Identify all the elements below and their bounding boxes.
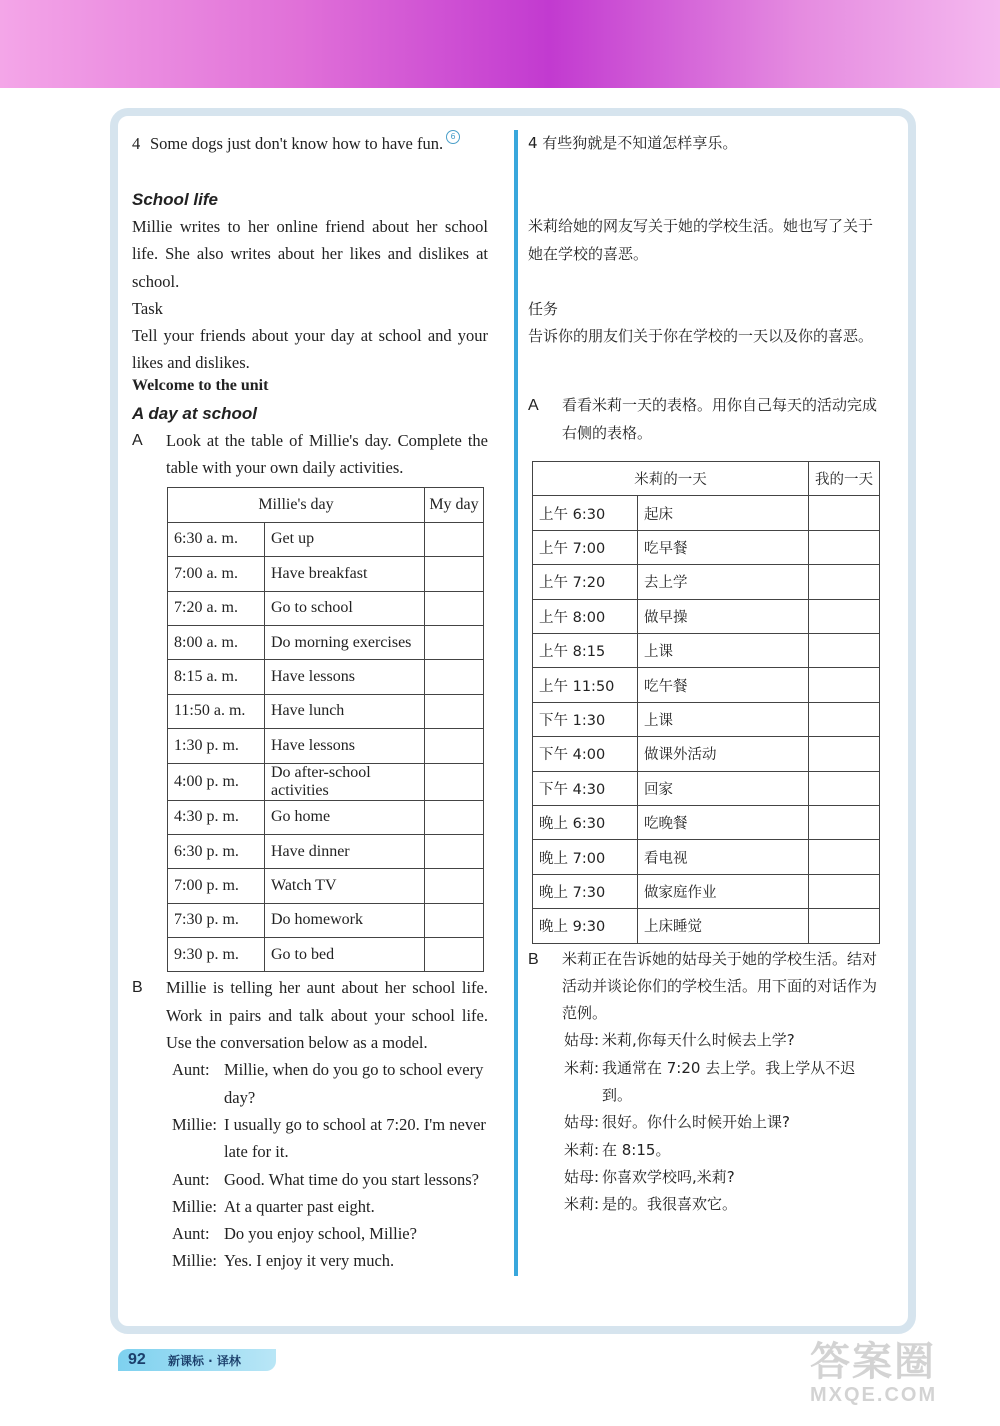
table-row: [533, 702, 880, 736]
my-day-cell: [425, 800, 484, 834]
activity-cell: Do morning exercises: [265, 625, 425, 659]
dialogue-text: Yes. I enjoy it very much.: [224, 1251, 395, 1271]
speaker-label: Millie:: [172, 1196, 217, 1216]
my-day-cell: [425, 938, 484, 972]
my-day-cell: [809, 668, 880, 702]
activity-cell: Get up: [265, 522, 425, 556]
exercise-a-translation-label: A: [528, 397, 539, 415]
dialogue-text: 很好。你什么时候开始上课?: [602, 1113, 790, 1132]
dialogue-text: At a quarter past eight.: [224, 1196, 375, 1216]
page-number: 92: [128, 1351, 146, 1368]
millie-schedule-table: [167, 487, 484, 972]
time-cell: 晚上 6:30: [533, 805, 638, 839]
chinese-dialogue: [564, 1027, 880, 1218]
item-4-sentence: Some dogs just don't know how to have fun.: [150, 134, 444, 153]
my-day-cell: [809, 634, 880, 668]
audio-marker-icon: 6: [446, 130, 460, 144]
item-4-translation: 4 有些狗就是不知道怎样享乐。: [528, 134, 738, 152]
item-4-text: [150, 130, 488, 186]
exercise-a-translation: [528, 392, 880, 447]
activity-cell: Have lessons: [265, 729, 425, 763]
my-day-cell: [809, 909, 880, 943]
table-row: [533, 874, 880, 908]
my-day-header: My day: [425, 488, 484, 522]
table-row: [533, 840, 880, 874]
my-day-cell: [809, 530, 880, 564]
speaker-label: Aunt:: [172, 1224, 210, 1244]
table-row: [168, 869, 484, 903]
watermark-logo: [810, 1340, 990, 1420]
time-cell: 7:30 p. m.: [168, 903, 265, 937]
exercise-b-translation-text: 米莉正在告诉她的姑母关于她的学校生活。结对活动并谈论你们的学校生活。用下面的对话作为范例。: [562, 949, 878, 1023]
dialogue-text: 是的。我很喜欢它。: [602, 1195, 738, 1214]
activity-cell: 上课: [638, 702, 809, 736]
time-cell: 7:20 a. m.: [168, 591, 265, 625]
dialogue-line: [564, 1137, 880, 1164]
exercise-a-label: A: [132, 431, 143, 449]
table-row: [168, 522, 484, 556]
time-cell: 6:30 a. m.: [168, 522, 265, 556]
table-row: [168, 938, 484, 972]
top-banner: [0, 0, 1000, 88]
table-header-row: [168, 488, 484, 522]
time-cell: 4:00 p. m.: [168, 763, 265, 800]
table-row: [168, 834, 484, 868]
activity-cell: Have lessons: [265, 660, 425, 694]
activity-cell: 上课: [638, 634, 809, 668]
my-day-cell: [809, 702, 880, 736]
activity-cell: Have breakfast: [265, 557, 425, 591]
table-row: [533, 565, 880, 599]
exercise-b-translation-label: B: [528, 950, 539, 968]
activity-cell: Do homework: [265, 903, 425, 937]
time-cell: 晚上 9:30: [533, 909, 638, 943]
time-cell: 下午 4:30: [533, 771, 638, 805]
my-day-cell: [425, 557, 484, 591]
watermark-line-1: 答案圈: [810, 1340, 936, 1384]
millies-day-header: Millie's day: [168, 488, 425, 522]
table-row: [168, 694, 484, 728]
time-cell: 1:30 p. m.: [168, 729, 265, 763]
task-text-translation: 告诉你的朋友们关于你在学校的一天以及你的喜恶。: [528, 327, 874, 346]
table-row: [168, 729, 484, 763]
activity-cell: 吃早餐: [638, 530, 809, 564]
dialogue-text: Good. What time do you start lessons?: [224, 1169, 479, 1189]
time-cell: 上午 8:00: [533, 599, 638, 633]
dialogue-line: [564, 1109, 880, 1136]
task-label: Task: [132, 298, 163, 318]
activity-cell: 做早操: [638, 599, 809, 633]
dialogue-line: [172, 1247, 488, 1274]
my-day-cell: [809, 565, 880, 599]
dialogue-line: [172, 1220, 488, 1247]
table-row: [533, 668, 880, 702]
item-4: [132, 130, 488, 186]
millies-day-header-translation: 米莉的一天: [533, 462, 809, 496]
speaker-label: 姑母:: [564, 1167, 600, 1186]
item-4-number: 4: [132, 134, 141, 153]
my-day-cell: [425, 694, 484, 728]
time-cell: 8:15 a. m.: [168, 660, 265, 694]
time-cell: 4:30 p. m.: [168, 800, 265, 834]
table-row: [533, 599, 880, 633]
dialogue-line: [172, 1193, 488, 1220]
dialogue-text: 你喜欢学校吗,米莉?: [602, 1167, 735, 1186]
activity-cell: 起床: [638, 496, 809, 530]
table-row: [533, 737, 880, 771]
activity-cell: Have dinner: [265, 834, 425, 868]
exercise-b: [132, 974, 488, 1056]
dialogue-line: [172, 1166, 488, 1193]
activity-cell: 吃午餐: [638, 668, 809, 702]
my-day-cell: [425, 660, 484, 694]
exercise-a-text: Look at the table of Millie's day. Complete the table with your own daily activities.: [166, 430, 488, 478]
exercise-b-label: B: [132, 979, 143, 997]
my-day-cell: [809, 599, 880, 633]
speaker-label: Aunt:: [172, 1060, 210, 1080]
my-day-cell: [425, 522, 484, 556]
my-day-cell: [809, 874, 880, 908]
time-cell: 6:30 p. m.: [168, 834, 265, 868]
dialogue-line: [564, 1055, 880, 1110]
activity-cell: Go to school: [265, 591, 425, 625]
activity-cell: Go home: [265, 800, 425, 834]
my-day-cell: [425, 869, 484, 903]
table-row: [168, 591, 484, 625]
time-cell: 7:00 p. m.: [168, 869, 265, 903]
my-day-cell: [425, 591, 484, 625]
activity-cell: 看电视: [638, 840, 809, 874]
table-row: [533, 530, 880, 564]
dialogue-line: [564, 1191, 880, 1218]
time-cell: 晚上 7:00: [533, 840, 638, 874]
task-label-translation: 任务: [528, 299, 559, 318]
dialogue-text: Do you enjoy school, Millie?: [224, 1224, 417, 1244]
my-day-cell: [809, 737, 880, 771]
school-life-translation: 米莉给她的网友写关于她的学校生活。她也写了关于她在学校的喜恶。: [528, 217, 874, 263]
english-column: [132, 130, 488, 1275]
time-cell: 上午 7:00: [533, 530, 638, 564]
time-cell: 下午 1:30: [533, 702, 638, 736]
my-day-cell: [425, 903, 484, 937]
table-row: [533, 805, 880, 839]
school-life-heading: School life: [132, 190, 218, 209]
speaker-label: 米莉:: [564, 1140, 600, 1159]
exercise-a: [132, 427, 488, 482]
school-life-paragraph: Millie writes to her online friend about her school life. She also writes about her likes and dislikes at school.: [132, 217, 488, 291]
dialogue-text: 米莉,你每天什么时候去上学?: [602, 1031, 795, 1050]
my-day-cell: [425, 763, 484, 800]
dialogue-line: [564, 1027, 880, 1054]
time-cell: 晚上 7:30: [533, 874, 638, 908]
my-day-cell: [809, 805, 880, 839]
my-day-cell: [809, 840, 880, 874]
time-cell: 上午 8:15: [533, 634, 638, 668]
table-row: [533, 771, 880, 805]
time-cell: 下午 4:00: [533, 737, 638, 771]
exercise-b-translation: [528, 946, 880, 1028]
table-row: [168, 625, 484, 659]
speaker-label: Millie:: [172, 1251, 217, 1271]
dialogue-text: 在 8:15。: [602, 1140, 671, 1159]
time-cell: 11:50 a. m.: [168, 694, 265, 728]
time-cell: 上午 6:30: [533, 496, 638, 530]
speaker-label: 米莉:: [564, 1195, 600, 1214]
task-text: Tell your friends about your day at school and your likes and dislikes.: [132, 326, 488, 373]
dialogue-line: [564, 1164, 880, 1191]
english-dialogue: [172, 1056, 488, 1274]
speaker-label: 姑母:: [564, 1031, 600, 1050]
my-day-cell: [425, 729, 484, 763]
activity-cell: 回家: [638, 771, 809, 805]
my-day-cell: [425, 834, 484, 868]
time-cell: 上午 7:20: [533, 565, 638, 599]
exercise-a-translation-text: 看看米莉一天的表格。用你自己每天的活动完成右侧的表格。: [562, 396, 878, 442]
table-header-row-translation: [533, 462, 880, 496]
activity-cell: Have lunch: [265, 694, 425, 728]
my-day-cell: [809, 771, 880, 805]
speaker-label: Millie:: [172, 1114, 217, 1134]
activity-cell: Watch TV: [265, 869, 425, 903]
series-title: 新课标 · 译林: [168, 1353, 241, 1368]
welcome-heading: Welcome to the unit: [132, 376, 269, 394]
time-cell: 9:30 p. m.: [168, 938, 265, 972]
dialogue-text: I usually go to school at 7:20. I'm never late for it.: [224, 1114, 486, 1162]
activity-cell: Do after-school activities: [265, 763, 425, 800]
my-day-cell: [425, 625, 484, 659]
table-row: [533, 496, 880, 530]
dialogue-line: [172, 1056, 488, 1111]
speaker-label: 姑母:: [564, 1113, 600, 1132]
table-row: [168, 557, 484, 591]
dialogue-text: Millie, when do you go to school every day?: [224, 1060, 484, 1107]
dialogue-text: 我通常在 7:20 去上学。我上学从不迟到。: [602, 1058, 856, 1105]
speaker-label: 米莉:: [564, 1058, 600, 1077]
column-divider: [514, 130, 518, 1276]
table-row: [168, 763, 484, 800]
table-row: [168, 660, 484, 694]
chinese-column: [528, 130, 880, 1219]
activity-cell: 做课外活动: [638, 737, 809, 771]
activity-cell: 上床睡觉: [638, 909, 809, 943]
activity-cell: 吃晚餐: [638, 805, 809, 839]
speaker-label: Aunt:: [172, 1169, 210, 1189]
page-footer-bar: [118, 1349, 276, 1371]
exercise-b-text: Millie is telling her aunt about her school life. Work in pairs and talk about your school life. Use the conversation below as a model.: [166, 978, 488, 1053]
day-at-school-heading: A day at school: [132, 403, 258, 423]
table-row: [533, 634, 880, 668]
time-cell: 7:00 a. m.: [168, 557, 265, 591]
watermark-line-2: MXQE.COM: [810, 1384, 938, 1406]
table-row: [168, 903, 484, 937]
table-row: [533, 909, 880, 943]
time-cell: 8:00 a. m.: [168, 625, 265, 659]
millie-schedule-table-translation: [532, 461, 880, 943]
table-row: [168, 800, 484, 834]
activity-cell: Go to bed: [265, 938, 425, 972]
activity-cell: 去上学: [638, 565, 809, 599]
dialogue-line: [172, 1111, 488, 1166]
my-day-cell: [809, 496, 880, 530]
activity-cell: 做家庭作业: [638, 874, 809, 908]
my-day-header-translation: 我的一天: [809, 462, 880, 496]
time-cell: 上午 11:50: [533, 668, 638, 702]
